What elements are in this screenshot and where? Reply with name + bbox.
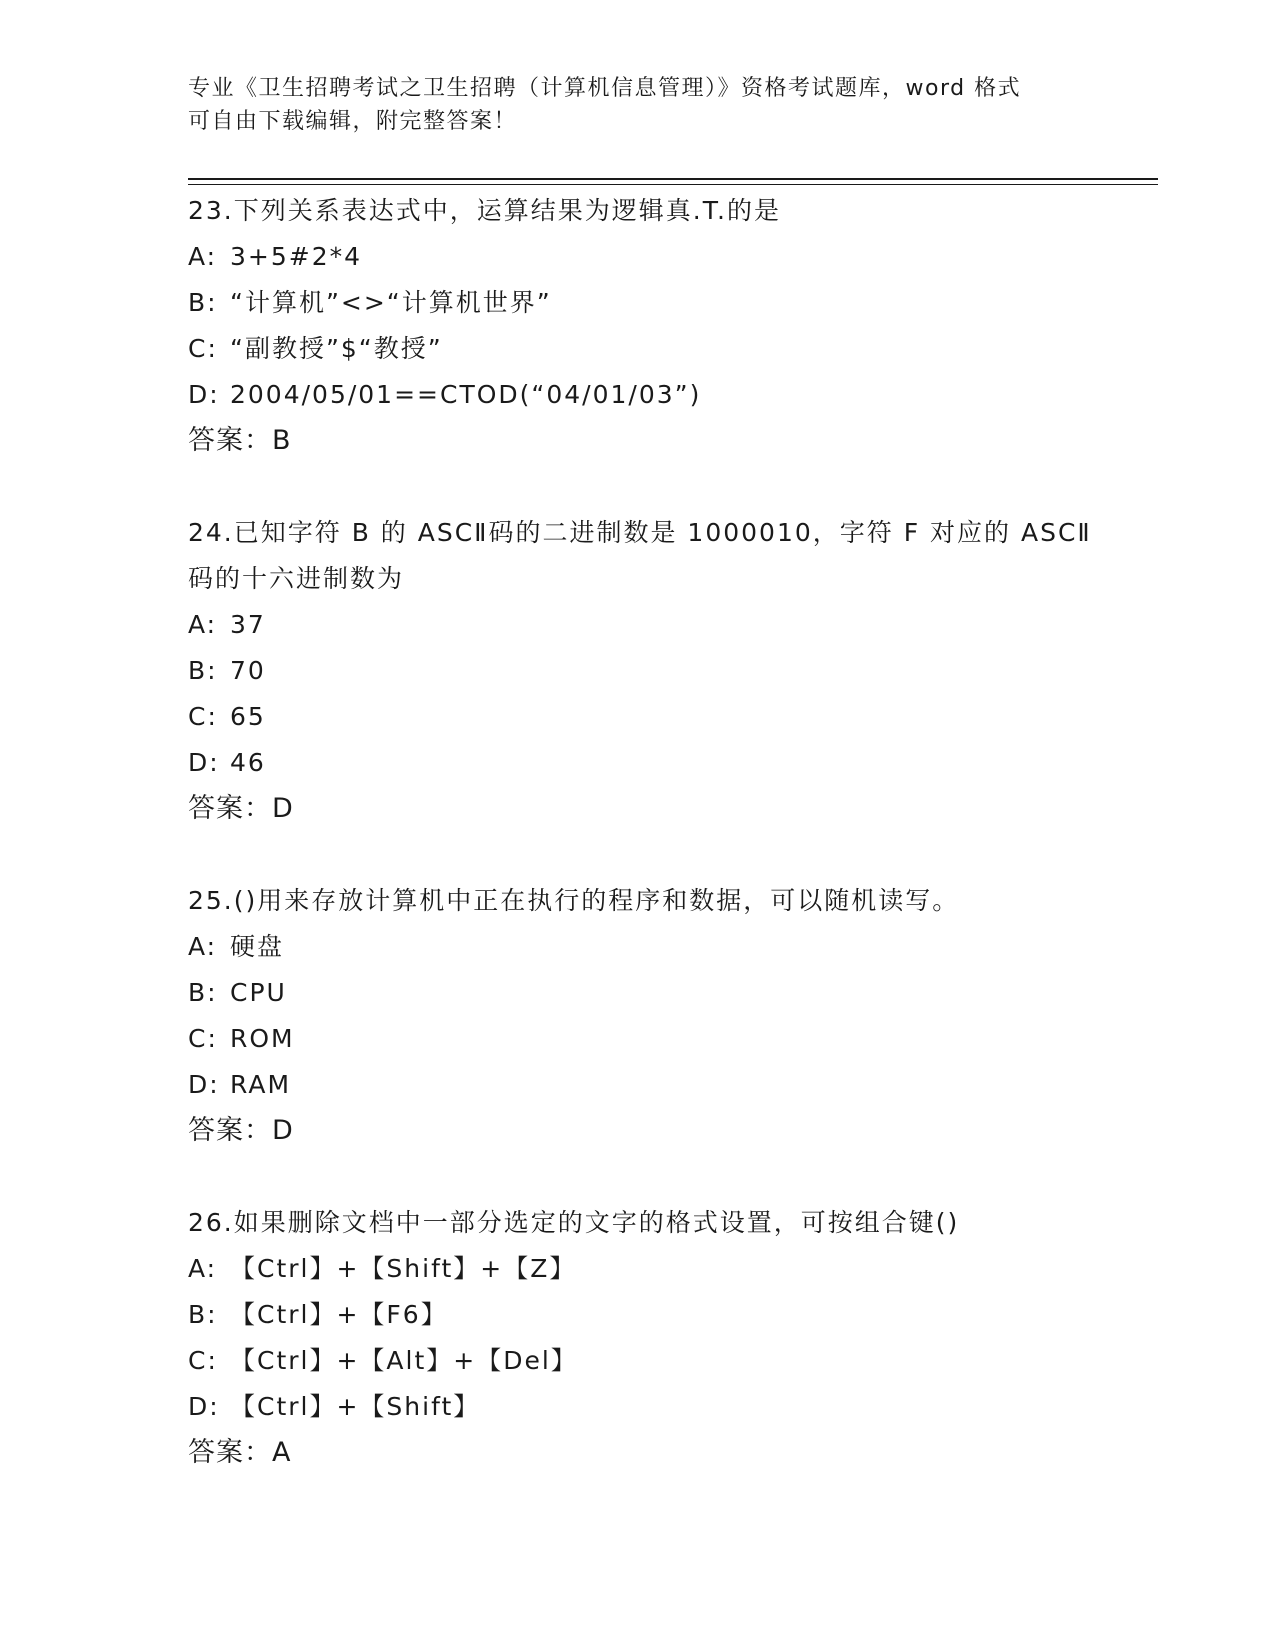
option-letter: C: [188, 334, 218, 363]
option-letter: C: [188, 1024, 218, 1053]
option-letter: A: [188, 242, 218, 271]
option-text: “计算机”<>“计算机世界” [230, 288, 552, 317]
option-c [188, 694, 1088, 740]
answer-line: 答案：A [188, 1437, 292, 1468]
option-d [188, 740, 1088, 786]
option-text: 2004/05/01==CTOD(“04/01/03”) [230, 380, 702, 409]
answer-line: 答案：D [188, 1115, 294, 1146]
option-text: ROM [230, 1024, 295, 1053]
question-text: 24.已知字符 B 的 ASCⅡ码的二进制数是 1000010，字符 F 对应的 ASCⅡ [188, 518, 1092, 547]
option-d [188, 1062, 1088, 1108]
option-a [188, 924, 1088, 970]
header-divider-thick [188, 178, 1158, 180]
option-letter: C: [188, 702, 218, 731]
option-text: 37 [230, 610, 266, 639]
option-c [188, 1338, 1088, 1384]
option-text: CPU [230, 978, 287, 1007]
option-text: “副教授”$“教授” [230, 334, 443, 363]
option-text: 70 [230, 656, 266, 685]
option-letter: B: [188, 978, 218, 1007]
option-text: RAM [230, 1070, 292, 1099]
question-list [188, 188, 1092, 1522]
question-25 [188, 878, 1088, 1154]
option-b [188, 1292, 1088, 1338]
option-letter: B: [188, 288, 218, 317]
option-text: 3+5#2*4 [230, 242, 363, 271]
option-d [188, 372, 1088, 418]
question-23 [188, 188, 1088, 464]
option-text: 65 [230, 702, 266, 731]
question-text: 23.下列关系表达式中，运算结果为逻辑真.T.的是 [188, 196, 781, 225]
option-letter: A: [188, 610, 218, 639]
option-b [188, 648, 1088, 694]
question-24 [188, 510, 1092, 832]
answer-line: 答案：B [188, 425, 292, 456]
question-text: 26.如果删除文档中一部分选定的文字的格式设置，可按组合键() [188, 1208, 960, 1237]
option-text: 46 [230, 748, 266, 777]
option-b [188, 970, 1088, 1016]
option-a [188, 602, 1088, 648]
question-text: 25.()用来存放计算机中正在执行的程序和数据，可以随机读写。 [188, 886, 960, 915]
option-letter: C: [188, 1346, 218, 1375]
option-letter: A: [188, 932, 218, 961]
option-letter: A: [188, 1254, 218, 1283]
answer-line: 答案：D [188, 793, 294, 824]
document-header [188, 72, 1088, 138]
header-divider-thin [188, 184, 1158, 185]
option-text: 【Ctrl】+【Alt】+【Del】 [230, 1346, 578, 1375]
option-text: 【Ctrl】+【F6】 [230, 1300, 448, 1329]
option-a [188, 234, 1088, 280]
option-letter: B: [188, 1300, 218, 1329]
option-text: 硬盘 [230, 932, 285, 961]
question-text-continued: 码的十六进制数为 [188, 564, 405, 593]
option-a [188, 1246, 1088, 1292]
header-line-1: 专业《卫生招聘考试之卫生招聘（计算机信息管理）》资格考试题库，word 格式 [188, 76, 1022, 101]
option-letter: D: [188, 1392, 220, 1421]
option-d [188, 1384, 1088, 1430]
option-letter: D: [188, 1070, 220, 1099]
option-b [188, 280, 1088, 326]
option-c [188, 1016, 1088, 1062]
question-26 [188, 1200, 1088, 1476]
header-line-2: 可自由下载编辑，附完整答案！ [188, 109, 518, 134]
option-letter: D: [188, 748, 220, 777]
option-text: 【Ctrl】+【Shift】+【Z】 [230, 1254, 577, 1283]
option-letter: D: [188, 380, 220, 409]
option-letter: B: [188, 656, 218, 685]
option-text: 【Ctrl】+【Shift】 [230, 1392, 481, 1421]
option-c [188, 326, 1088, 372]
